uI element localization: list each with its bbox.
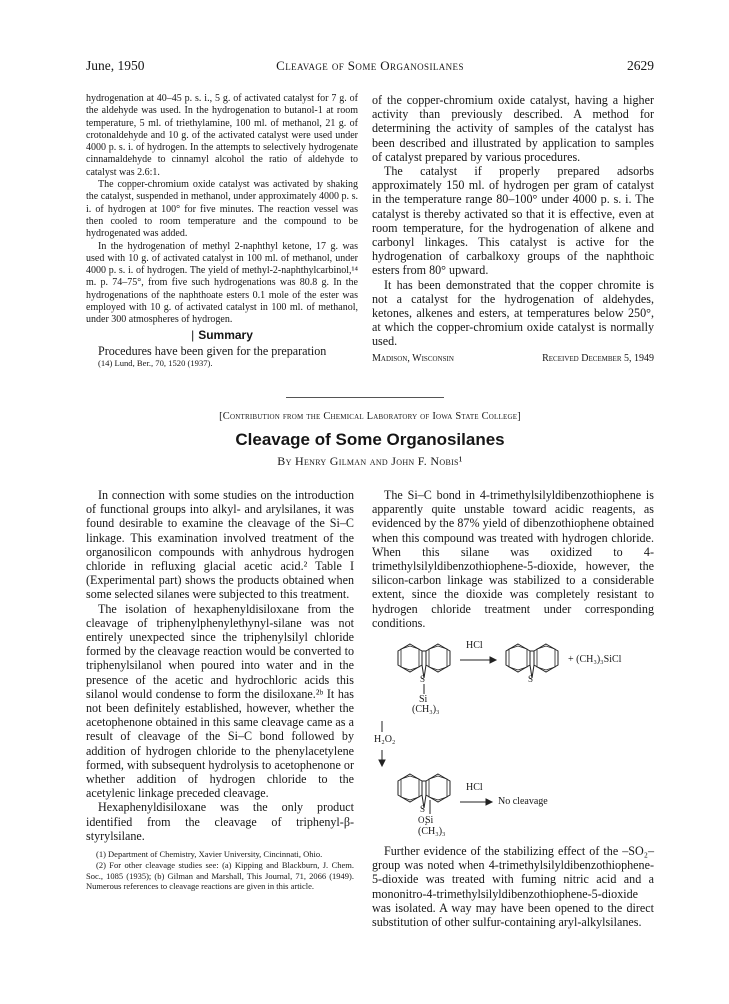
dioxide-label: O₂	[418, 815, 428, 826]
summary-heading: | Summary	[191, 327, 253, 342]
experimental-paragraph: hydrogenation at 40–45 p. s. i., 5 g. of activated catalyst for 7 g. of the aldehyde was used. In the hydrogenation to butanol-1 at room temperature, 5 ml. of triethylamine, 100 ml. of methanol, 21 g. of crotonaldehyde and 10 g. of the activated catalyst were used under 4000 p. s. i. of hydrogen. In the attempts to selectively hydrogenate cinnamaldehyde to cinnamyl alcohol the ratio of aldehyde to catalyst was 2.6:1.	[86, 93, 358, 178]
reagent-hcl-top: HCl	[466, 640, 483, 652]
experimental-paragraph: In the hydrogenation of methyl 2-naphthyl ketone, 17 g. was used with 10 g. of activated catalyst in 100 ml. of methanol, under 4000 p. s. i. of hydrogen. The yield of methyl-2-naphthylcarbinol,¹⁴ m. p. 74–75°, from five such hydrogenations was 80.8 g. In the hydrogenations of the naphthoate esters 0.1 mole of the ester was employed with 10 g. of activated catalyst in 100 ml. of methanol, under 300 atmospheres of hydrogen.	[86, 240, 358, 326]
summary-paragraph: Procedures have been given for the preparation	[98, 343, 327, 358]
reaction-scheme	[372, 634, 654, 842]
reaction-scheme-drawing	[372, 634, 654, 842]
trimethyl-label-2: (CH₃)₃	[418, 826, 446, 838]
body-paragraph: The Si–C bond in 4-trimethylsilyldibenzothiophene is apparently quite unstable toward acidic reagents, as evidenced by the 87% yield of dibenzothiophene obtained when this compound was treated with hydrogen chloride. When this silane was oxidized to 4-trimethylsilyldibenzothiophene-5-dioxide, however, the silicon-carbon linkage was stabilized to a considerable extent, since the dioxide was completely resistant to hydrogen chloride treatment under corresponding conditions.	[372, 488, 654, 630]
previous-article-left-column	[86, 93, 358, 369]
page-number: 2629	[627, 58, 654, 73]
contribution-line: [Contribution from the Chemical Laboratory of Iowa State College]	[219, 411, 521, 422]
no-cleavage-label: No cleavage	[498, 796, 548, 808]
trimethyl-label: (CH₃)₃	[412, 704, 440, 716]
dibenzothiophene-product	[506, 644, 558, 678]
byproduct-label: + (CH₃)₃SiCl	[568, 654, 622, 666]
oxidant-label: H₂O₂	[374, 734, 396, 746]
experimental-paragraph: The copper-chromium oxide catalyst was activated by shaking the catalyst, suspended in methanol, under approximately 4000 p. s. i. of hydrogen at 100° for five minutes. The reaction vessel was then cooled to room temperature and the compound to be hydrogenated was added.	[86, 179, 358, 240]
received-date: Received December 5, 1949	[542, 352, 654, 364]
article-byline: By Henry Gilman and John F. Nobis¹	[277, 454, 463, 468]
body-paragraph: Hexaphenyldisiloxane was the only product identified from the cleavage of triphenyl-β-styrylsilane.	[86, 800, 354, 843]
dibenzothiophene-structure-top	[398, 644, 450, 694]
reagent-hcl-bottom: HCl	[466, 782, 483, 794]
body-paragraph: In connection with some studies on the introduction of functional groups into alkyl- and arylsilanes, it was found desirable to examine the cleavage of the Si–C linkage. This examination involved treatment of the organosilicon compounds with anhydrous hydrogen chloride in refluxing glacial acetic acid.² Table I (Experimental part) shows the products obtained when some selected silanes were subjected to this treatment.	[86, 488, 354, 602]
body-paragraph: The isolation of hexaphenyldisiloxane from the cleavage of triphenylphenylethynyl-silane was not entirely unexpected since the triphenylsilyl chloride formed by the cleavage reaction would be converted to triphenylsilanol when poured into water and in the presence of the acetic and hydrochloric acids this silanol would condense to form the disiloxane.²ᵇ It has not been definitely established, however, whether the acetophenone obtained in this same cleavage came as a result of cleavage of the Si–C bond followed by addition of hydrogen chloride to the phenylacetylene formed, with subsequent hydrolysis to acetophenone or whether addition of hydrogen chloride to the acetylenic linkage preceded cleavage.	[86, 601, 354, 801]
running-head	[86, 58, 654, 76]
previous-article-right-column	[372, 93, 654, 364]
summary-bar-glyph: |	[191, 327, 195, 342]
silicon-label-2: Si	[425, 815, 434, 827]
article-title: Cleavage of Some Organosilanes	[235, 430, 505, 449]
footnote-14: (14) Lund, Ber., 70, 1520 (1937).	[98, 357, 213, 368]
sulfone-sulfur-label: S	[420, 804, 426, 815]
footnote-2: (2) For other cleavage studies see: (a) Kipping and Blackburn, J. Chem. Soc., 1085 (1935); (b) Gilman and Marshall, This Journal, 71, 2066 (1949). Numerous references to cleavage reactions are given in this article.	[86, 859, 354, 892]
header-title: Cleavage of Some Organosilanes	[276, 58, 464, 73]
author-location: Madison, Wisconsin	[372, 352, 454, 364]
sulfur-label: S	[420, 674, 426, 685]
summary-paragraph: It has been demonstrated that the copper chromite is not a catalyst for the hydrogenation of aldehydes, ketones, alkenes and esters, at temperatures below 250°, at which the copper-chromium oxide catalyst is normally used.	[372, 277, 654, 349]
body-paragraph: Further evidence of the stabilizing effect of the –SO₂– group was noted when 4-trimethylsilyldibenzothiophene-5-dioxide was treated with fuming nitric acid and a mononitro-4-trimethylsilyldibenzothiophene-5-dioxide was isolated. A way may have been opened to the direct substitution of other sulfur-containing aryl-alkylsilanes.	[372, 844, 654, 930]
footnotes	[86, 849, 354, 892]
article-right-column	[372, 488, 654, 929]
received-line	[372, 353, 654, 364]
header-date: June, 1950	[86, 58, 145, 73]
footnote-1: (1) Department of Chemistry, Xavier University, Cincinnati, Ohio.	[96, 849, 323, 860]
silicon-label: Si	[419, 694, 428, 706]
summary-paragraph: of the copper-chromium oxide catalyst, having a higher activity than previously described. A method for determining the activity of samples of the catalyst has been described and illustrated by application to samples of catalyst prepared by various procedures.	[372, 93, 654, 164]
article-divider	[286, 397, 444, 398]
sulfur-label-product: S	[528, 674, 534, 685]
summary-paragraph: The catalyst if properly prepared adsorbs approximately 150 ml. of hydrogen per gram of catalyst in the temperature range 80–100° under 4000 p. s. i. The catalyst is thereby activated so that it is effective, even at room temperature, for the hydrogenation of alkene and carbonyl linkages. This catalyst is active for the hydrogenation of carbalkoxy groups of the naphthoic esters from 80° upward.	[372, 164, 654, 278]
article-left-column	[86, 488, 354, 892]
